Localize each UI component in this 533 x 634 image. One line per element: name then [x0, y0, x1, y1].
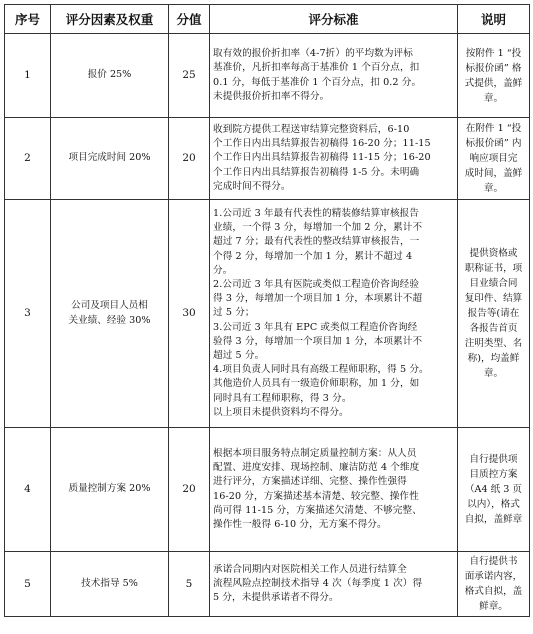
cell-text: 1 — [24, 69, 31, 82]
row-score — [169, 200, 210, 428]
cell-text: 2 — [24, 152, 31, 165]
text-line: 报告等(请在 — [467, 308, 520, 319]
row-factor — [51, 200, 169, 428]
cell-text: 20 — [182, 152, 196, 165]
text-line: 自行提供项 — [469, 454, 518, 465]
text-line: 基准价，凡折扣率每高于基准价 1 个百分点，扣 — [213, 62, 420, 74]
row-factor — [51, 118, 169, 200]
text-line: 目业绩合同 — [469, 278, 518, 289]
cell-text: 4 — [24, 483, 31, 496]
text-line: 自行提供书 — [469, 556, 518, 567]
text-line: 超过 5 分。 — [213, 350, 265, 361]
text-line: 复印件、结算 — [464, 293, 523, 304]
text-line: 职称证书，项 — [464, 263, 523, 274]
text-line: 超过 7 分；最有代表性的整改结算审核报告，一 — [213, 236, 420, 248]
row-factor — [51, 428, 169, 552]
cell-text: 30 — [182, 307, 196, 320]
text-line: 响应项目完 — [469, 153, 518, 164]
cell-text: 3 — [24, 307, 31, 320]
text-line: 面承诺内容， — [464, 571, 523, 582]
row-score — [169, 118, 210, 200]
row-note — [458, 34, 530, 118]
header-note: 说明 — [458, 5, 530, 34]
text-line: 0.1 分，每低于基准价 1 个百分点，扣 0.2 分。 — [213, 76, 422, 88]
row-index — [5, 200, 51, 428]
text-line: 5 分，未提供承诺者不得分。 — [213, 592, 339, 604]
cell-text: 质量控制方案 20% — [68, 483, 151, 495]
row-note — [458, 118, 530, 200]
text-line: 业绩，一个得 3 分，每增加一个加 2 分，累计不 — [213, 222, 423, 234]
text-line: 根据本项目服务特点制定质量控制方案：从人员 — [213, 447, 417, 459]
text-line: 提供资格或 — [469, 248, 518, 259]
text-line: 以上项目未提供资料均不得分。 — [213, 406, 349, 418]
row-score — [169, 552, 210, 617]
text-line: 个工作日内出具结算报告初稿得 11-15 分；16-20 — [213, 152, 431, 164]
row-index — [5, 428, 51, 552]
text-line: 操作性一般得 6-10 分，无方案不得分。 — [213, 518, 387, 530]
text-line: 成时间，盖鲜 — [464, 168, 523, 179]
row-index — [5, 34, 51, 118]
text-line: 配置、进度安排、现场控制、廉洁防范 4 个维度 — [213, 462, 420, 474]
text-line: 在附件 1 “投 — [465, 123, 522, 134]
cell-text: 20 — [182, 483, 196, 496]
text-line: 各报告首页 — [469, 323, 518, 334]
text-line: 流程风险点控制技术指导 4 次（每季度 1 次）得 — [213, 577, 423, 589]
text-line: 章。 — [483, 368, 504, 379]
row-criteria — [210, 118, 458, 200]
table-row — [5, 552, 530, 617]
text-line: 鲜章。 — [479, 601, 508, 612]
cell-text: 项目完成时间 20% — [68, 152, 151, 164]
text-line: 注明类型、名 — [464, 338, 523, 349]
cell-text: 5 — [185, 577, 193, 590]
cell-text: 报价 25% — [87, 69, 132, 81]
row-index — [5, 552, 51, 617]
row-score — [169, 34, 210, 118]
text-line: 完成时间不得分。 — [213, 180, 291, 192]
text-line: 章。 — [483, 183, 504, 194]
text-line: 取有效的报价折扣率（4-7折）的平均数为评标 — [213, 48, 413, 60]
text-line: 验得 3 分，每增加一个项目加 1 分，本项累计不 — [213, 335, 423, 347]
text-line: 1.公司近 3 年最有代表性的精装修结算审核报告 — [213, 207, 420, 219]
header-score: 分值 — [169, 5, 210, 34]
cell-text: 5 — [24, 577, 31, 590]
cell-text: 技术指导 5% — [81, 577, 138, 589]
text-line: 自拟，盖鲜章 — [464, 514, 523, 525]
row-score — [169, 428, 210, 552]
text-line: 3.公司近 3 年具有 EPC 或类似工程造价咨询经 — [213, 321, 418, 333]
text-line: 尚可得 11-15 分，方案描述欠清楚、不够完整、 — [213, 504, 422, 516]
text-line: 2.公司近 3 年具有医院或类似工程造价咨询经验 — [213, 278, 420, 290]
row-criteria — [210, 34, 458, 118]
text-line: 4.项目负责人同时具有高级工程师职称，得 5 分。 — [213, 364, 429, 376]
table-row — [5, 428, 530, 552]
text-line: 个得 2 分，每增加一个加 1 分，累计不超过 4 — [213, 250, 413, 262]
table-row — [5, 200, 530, 428]
text-line: （A4 纸 3 页 — [464, 484, 523, 495]
table-row — [5, 34, 530, 118]
text-line: 式提供，盖鲜 — [464, 77, 523, 89]
header-index: 序号 — [5, 5, 51, 34]
text-line: 同时具有工程师职称，得 3 分。 — [213, 392, 352, 404]
row-criteria — [210, 200, 458, 428]
text-line: 未提供报价折扣率不得分。 — [213, 90, 330, 102]
text-line: 个工作日内出具结算报告初稿得 1-5 分。未明确 — [213, 166, 420, 178]
text-line: 过 5 分； — [213, 307, 255, 319]
table-row — [5, 118, 530, 200]
text-line: 关业绩、经验 30% — [68, 314, 151, 326]
text-line: 标报价函” 内 — [465, 138, 522, 149]
text-line: 目质控方案 — [469, 469, 518, 480]
text-line: 章。 — [483, 92, 504, 104]
text-line: 以内），格式 — [467, 499, 520, 510]
cell-text: 25 — [182, 69, 196, 82]
text-line: 16-20 分，方案描述基本清楚、较完整、操作性 — [213, 490, 419, 502]
row-note — [458, 200, 530, 428]
row-note — [458, 428, 530, 552]
text-line: 公司及项目人员相 — [71, 300, 148, 312]
row-criteria — [210, 552, 458, 617]
text-line: 格式自拟，盖 — [464, 586, 523, 597]
row-factor — [51, 34, 169, 118]
text-line: 分。 — [213, 264, 233, 276]
row-criteria — [210, 428, 458, 552]
header-factor: 评分因素及权重 — [51, 5, 169, 34]
row-factor — [51, 552, 169, 617]
text-line: 按附件 1 “投 — [465, 47, 522, 59]
row-note — [458, 552, 530, 617]
header-criteria: 评分标准 — [210, 5, 458, 34]
text-line: 标报价函” 格 — [465, 62, 522, 74]
text-line: 承诺合同期内对医院相关工作人员进行结算全 — [213, 563, 407, 575]
text-line: 得 3 分，每增加一个项目加 1 分，本项累计不超 — [213, 293, 423, 305]
text-line: 进行评分，方案描述详细、完整、操作性强得 — [213, 476, 407, 488]
scoring-table — [4, 4, 530, 617]
row-index — [5, 118, 51, 200]
text-line: 其他造价人员具有一级造价师职称，加 1 分，如 — [213, 378, 420, 390]
header-row — [5, 5, 530, 34]
text-line: 收到院方提供工程送审结算完整资料后，6-10 — [213, 123, 410, 135]
text-line: 个工作日内出具结算报告初稿得 16-20 分；11-15 — [213, 138, 431, 150]
text-line: 称)，均盖鲜 — [467, 353, 520, 364]
